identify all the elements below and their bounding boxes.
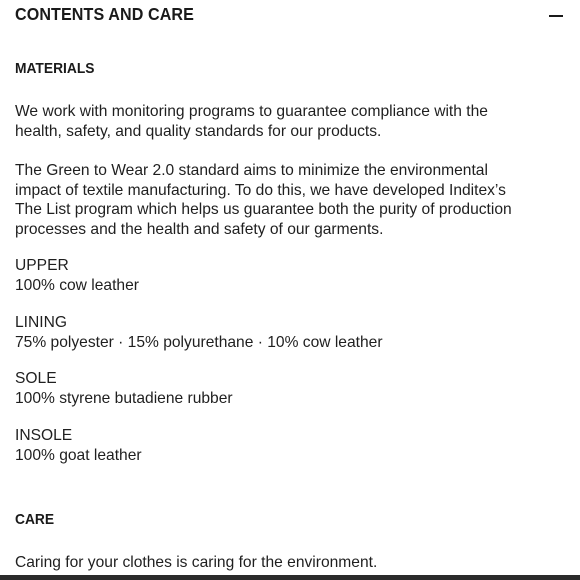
lining-label: LINING bbox=[15, 314, 67, 331]
upper-label: UPPER bbox=[15, 257, 69, 274]
sole-label: SOLE bbox=[15, 370, 57, 387]
insole-value: 100% goat leather bbox=[15, 447, 142, 464]
collapse-button[interactable] bbox=[547, 5, 565, 23]
materials-paragraph-1 bbox=[15, 102, 565, 141]
text-line: health, safety, and quality standards for our products. bbox=[15, 122, 382, 140]
text-line: We work with monitoring programs to guarantee compliance with the bbox=[15, 103, 488, 120]
minus-icon bbox=[549, 15, 563, 17]
section-title: CONTENTS AND CARE bbox=[15, 4, 194, 24]
care-heading: CARE bbox=[15, 511, 55, 528]
text-line: The List program which helps us guarantee both the purity of production bbox=[15, 201, 512, 219]
text-line: impact of textile manufacturing. To do this, we have developed Inditex’s bbox=[15, 181, 506, 199]
care-paragraph: Caring for your clothes is caring for the environment. bbox=[15, 554, 378, 571]
materials-paragraph-2 bbox=[15, 161, 565, 240]
lining-value: 75% polyester · 15% polyurethane · 10% cow leather bbox=[15, 334, 383, 351]
upper-value: 100% cow leather bbox=[15, 277, 139, 294]
text-line: processes and the health and safety of our garments. bbox=[15, 221, 384, 239]
text-line: The Green to Wear 2.0 standard aims to minimize the environmental bbox=[15, 162, 488, 179]
bottom-bar bbox=[0, 575, 580, 580]
sole-value: 100% styrene butadiene rubber bbox=[15, 390, 233, 407]
materials-heading: MATERIALS bbox=[15, 60, 95, 77]
insole-label: INSOLE bbox=[15, 427, 73, 444]
section-header[interactable] bbox=[15, 3, 565, 27]
